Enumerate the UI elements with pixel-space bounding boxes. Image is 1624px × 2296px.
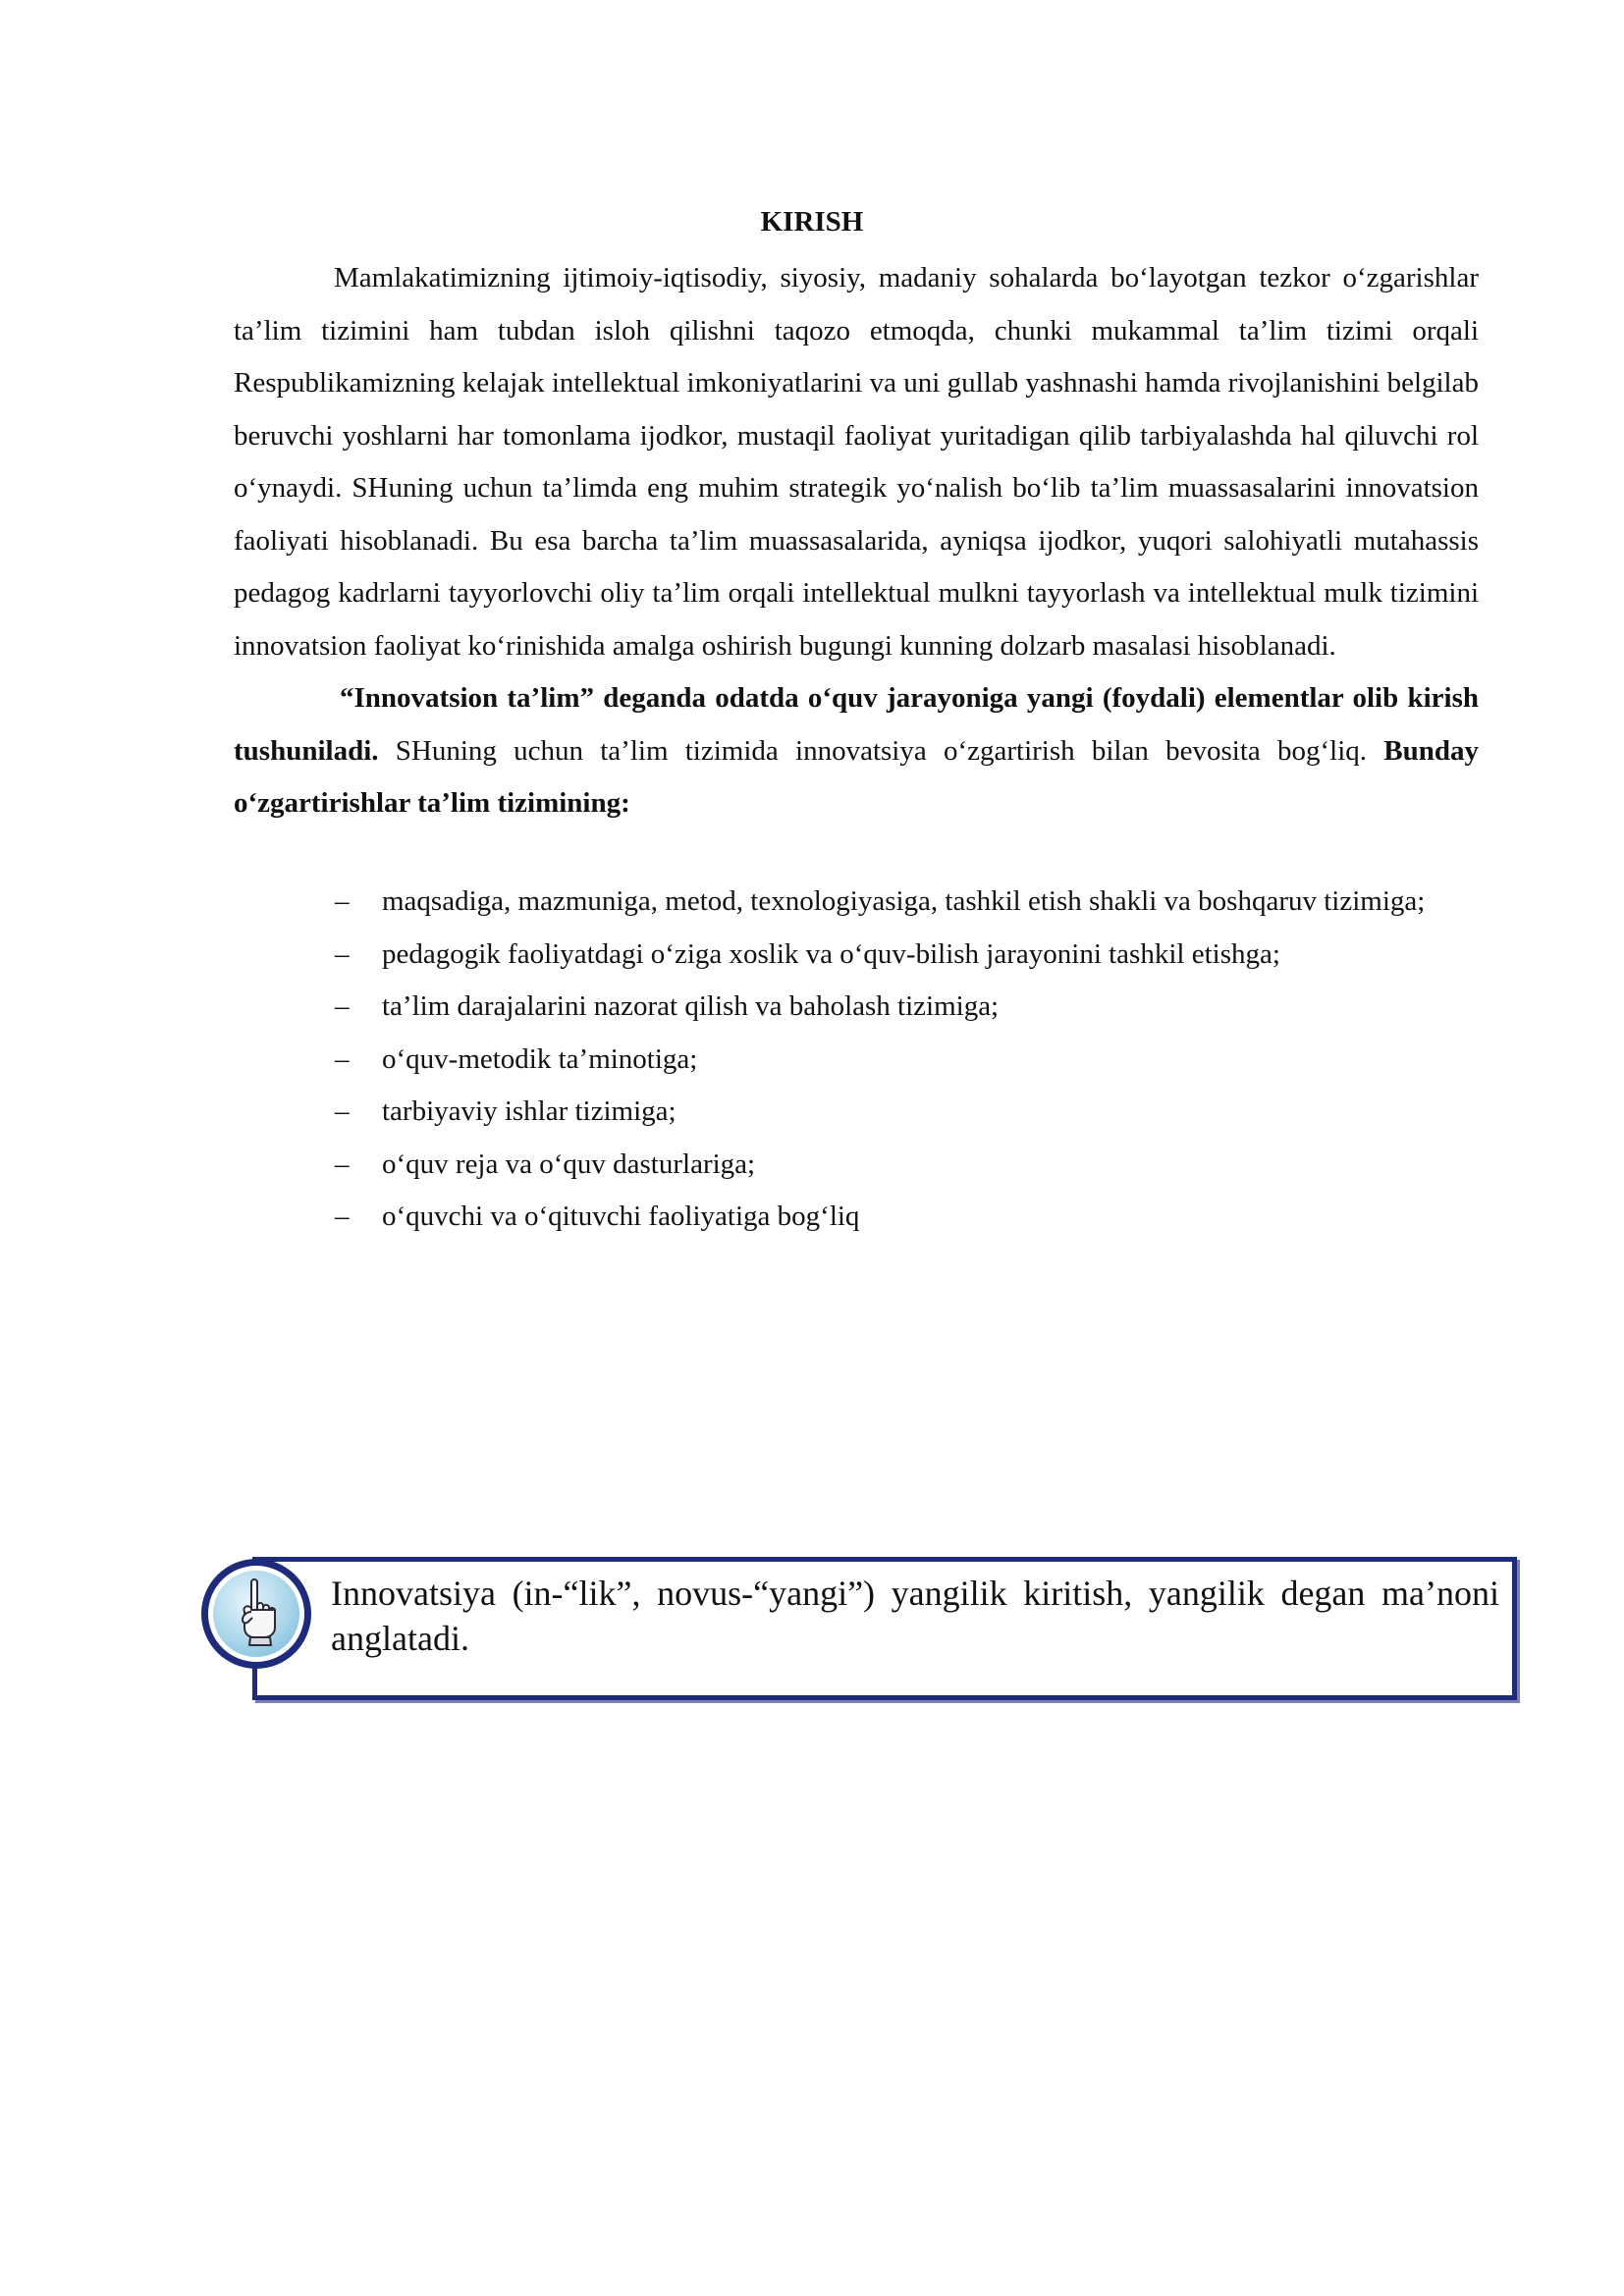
callout-badge xyxy=(201,1559,311,1669)
list-item xyxy=(234,1139,1479,1192)
list-item xyxy=(234,1191,1479,1244)
pointing-hand-icon xyxy=(225,1576,288,1649)
list-item-text: o‘quv reja va o‘quv dasturlariga; xyxy=(382,1148,756,1180)
definition-bold-tail: Bunday o‘zgartirishlar ta’lim tizimining: xyxy=(234,734,1479,819)
list-dash: – xyxy=(335,1042,350,1075)
section-heading: KIRISH xyxy=(760,206,864,238)
paragraph-intro: Mamlakatimizning ijtimoiy-iqtisodiy, siyosiy, madaniy sohalarda bo‘layotgan tezkor o‘zgarishlar ta’lim tizimini ham tubdan isloh qilishni taqozo etmoqda, chunki mukammal ta’lim tizimi orqali Respublikamizning kelajak intellektual imkoniyatlarini va uni gullab yashnashi hamda rivojlanishini belgilab beruvchi yoshlarni har tomonlama ijodkor, mustaqil faoliyat yuritadigan qilib tarbiyalashda hal qiluvchi rol o‘ynaydi. SHuning uchun ta’limda eng muhim strategik yo‘nalish bo‘lib ta’lim muassasalarini innovatsion faoliyati hisoblanadi. Bu esa barcha ta’lim muassasalarida, ayniqsa ijodkor, yuqori salohiyatli mutahassis pedagog kadrlarni tayyorlovchi oliy ta’lim orqali intellektual mulkni tayyorlash va intellektual mulk tizimini innovatsion faoliyat ko‘rinishida amalga oshirish bugungi kunning dolzarb masalasi hisoblanadi. xyxy=(234,262,1479,662)
list-dash: – xyxy=(335,1148,350,1180)
change-areas-list xyxy=(234,876,1479,1244)
list-dash: – xyxy=(335,885,350,917)
list-item xyxy=(234,876,1479,929)
callout-text: Innovatsiya (in-“lik”, novus-“yangi”) yangilik kiritish, yangilik degan ma’noni anglatadi. xyxy=(331,1574,1499,1658)
definition-bold-lead: “Innovatsion ta’lim” deganda odatda o‘quv jarayoniga yangi (foydali) elementlar olib kirish tushuniladi. xyxy=(234,682,1479,767)
list-item-text: o‘quv-metodik ta’minotiga; xyxy=(382,1042,698,1075)
body-text xyxy=(234,252,1479,830)
list-item-text: o‘quvchi va o‘qituvchi faoliyatiga bog‘liq xyxy=(382,1201,860,1232)
list-item-text: tarbiyaviy ishlar tizimiga; xyxy=(382,1095,677,1127)
list-dash: – xyxy=(335,1201,350,1232)
list-item xyxy=(234,981,1479,1034)
list-dash: – xyxy=(335,937,350,970)
list-item xyxy=(234,1086,1479,1139)
list-item-text: ta’lim darajalarini nazorat qilish va baholash tizimiga; xyxy=(382,990,1000,1022)
list-item-text: pedagogik faoliyatdagi o‘ziga xoslik va o‘quv-bilish jarayonini tashkil etishga; xyxy=(382,937,1280,970)
list-item-text: maqsadiga, mazmuniga, metod, texnologiyasiga, tashkil etish shakli va boshqaruv tizimiga; xyxy=(382,885,1426,917)
list-item xyxy=(234,929,1479,982)
definition-normal-text: SHuning uchun ta’lim tizimida innovatsiya o‘zgartirish bilan bevosita bog‘liq. xyxy=(378,734,1384,767)
list-dash: – xyxy=(335,1095,350,1127)
list-item xyxy=(234,1034,1479,1087)
paragraph-definition xyxy=(234,672,1479,830)
list-dash: – xyxy=(335,990,350,1022)
